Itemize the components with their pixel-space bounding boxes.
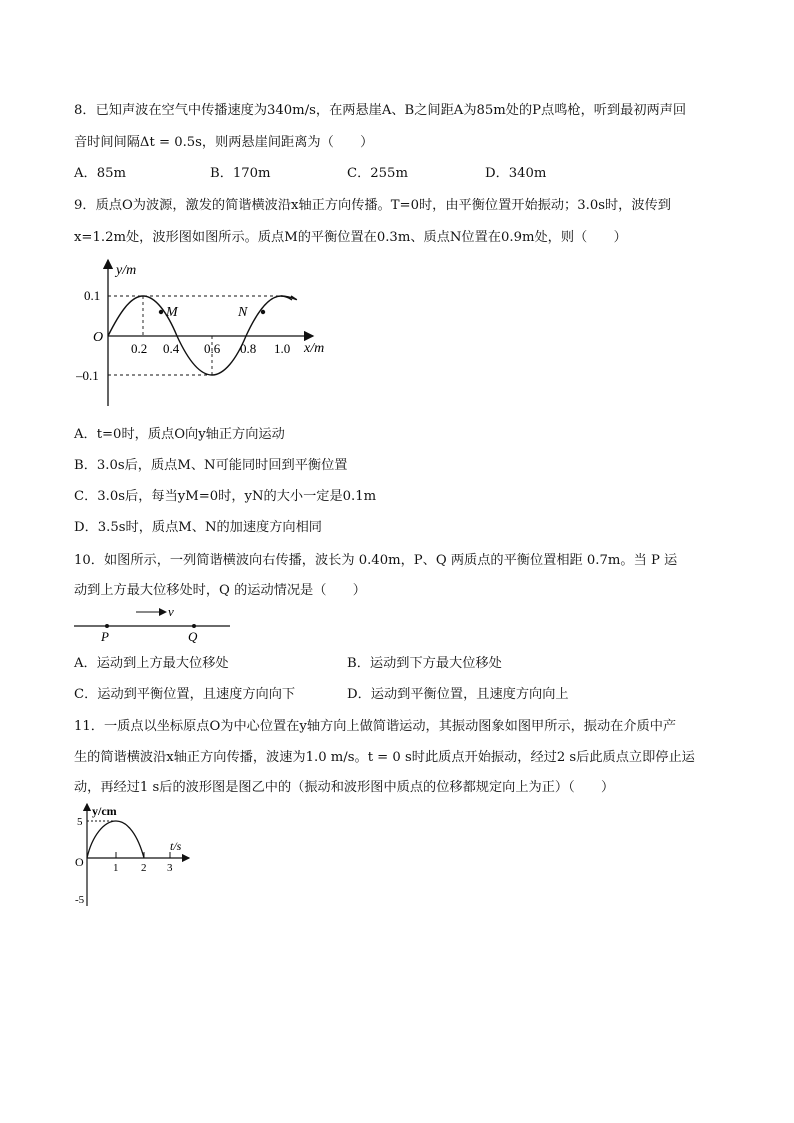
q9-xtick-1.0: 1.0	[274, 341, 291, 356]
q9-y-label: y/m	[116, 263, 137, 278]
q10-velocity-label: v	[168, 604, 174, 619]
q9-stem-line1: 9．质点O为波源，激发的简谐横波沿x轴正方向传播。T=0时，由平衡位置开始振动；3.0s时，波传到	[74, 198, 671, 213]
q9-wave-figure	[76, 254, 356, 414]
q9-option-b[interactable]: B．3.0s后，质点M、N可能同时回到平衡位置	[74, 458, 348, 473]
q10-option-c[interactable]: C．运动到平衡位置，且速度方向向下	[74, 687, 296, 702]
q9-label-n: N	[238, 305, 248, 320]
q9-xtick-0.4: 0.4	[163, 341, 180, 356]
q11-ytick-neg: -5	[75, 894, 85, 906]
q11-ttick-1: 1	[113, 862, 119, 874]
q10-stem-line2: 动到上方最大位移处时，Q 的运动情况是（ ）	[74, 583, 366, 598]
q9-origin-label: O	[93, 330, 104, 345]
q10-option-d[interactable]: D．运动到平衡位置，且速度方向向上	[347, 687, 569, 702]
q9-point-n	[261, 310, 265, 314]
q11-stem-line2: 生的简谐横波沿x轴正方向传播，波速为1.0 m/s。t = 0 s时此质点开始振动，经过2 s后此质点立即停止运	[74, 750, 695, 765]
q9-xtick-0.8: 0.8	[240, 341, 257, 356]
q11-origin-label: O	[75, 855, 84, 869]
q11-stem-line3: 动，再经过1 s后的波形图是图乙中的（振动和波形图中质点的位移都规定向上为正）（ ）	[74, 780, 615, 795]
q8-option-d[interactable]: D．340m	[485, 166, 547, 181]
q10-figure	[72, 602, 234, 644]
q11-y-label: y/cm	[92, 804, 117, 818]
q11-ytick-pos: 5	[77, 816, 83, 828]
q11-ttick-2: 2	[141, 862, 147, 874]
q11-stem-line1: 11．一质点以坐标原点O为中心位置在y轴方向上做简谐运动，其振动图象如图甲所示，振动在介质中产	[74, 719, 677, 734]
q8-option-a[interactable]: A．85m	[74, 166, 126, 181]
q8-option-b[interactable]: B．170m	[210, 166, 271, 181]
q11-vibration-figure	[72, 800, 194, 910]
q9-stem-line2: x=1.2m处，波形图如图所示。质点M的平衡位置在0.3m、质点N位置在0.9m处，则（ ）	[74, 230, 627, 245]
q9-point-m	[159, 310, 163, 314]
q9-x-label: x/m	[304, 341, 325, 356]
q9-ytick-neg: –0.1	[76, 368, 99, 383]
q11-t-label: t/s	[170, 839, 182, 853]
q9-xtick-0.2: 0.2	[131, 341, 148, 356]
q10-label-q: Q	[188, 629, 198, 644]
q8-stem-line2: 音时间间隔Δt = 0.5s，则两悬崖间距离为（ ）	[74, 135, 374, 150]
q10-option-b[interactable]: B．运动到下方最大位移处	[347, 656, 502, 671]
q9-label-m: M	[166, 305, 178, 320]
q11-ttick-3: 3	[167, 862, 173, 874]
q10-label-p: P	[101, 629, 109, 644]
q8-option-c[interactable]: C．255m	[347, 166, 408, 181]
q9-option-c[interactable]: C．3.0s后，每当yM=0时，yN的大小一定是0.1m	[74, 489, 377, 504]
q10-stem-line1: 10．如图所示，一列简谐横波向右传播，波长为 0.40m，P、Q 两质点的平衡位置相距 0.7m。当 P 运	[74, 553, 678, 568]
q10-point-p	[105, 624, 109, 628]
q9-ytick-pos: 0.1	[84, 288, 101, 303]
q9-option-d[interactable]: D．3.5s时，质点M、N的加速度方向相同	[74, 520, 322, 535]
q9-xtick-0.6: 0.6	[204, 341, 221, 356]
q10-point-q	[192, 624, 196, 628]
q10-option-a[interactable]: A．运动到上方最大位移处	[74, 656, 229, 671]
q8-stem-line1: 8．已知声波在空气中传播速度为340m/s，在两悬崖A、B之间距A为85m处的P点鸣枪，听到最初两声回	[74, 103, 687, 118]
q9-option-a[interactable]: A．t=0时，质点O向y轴正方向运动	[74, 427, 285, 442]
